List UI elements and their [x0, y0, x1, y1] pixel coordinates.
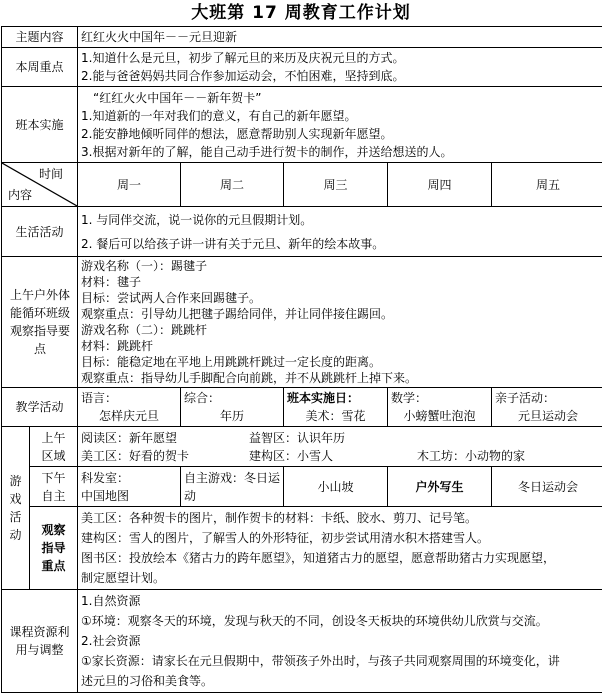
outdoor-label-text: 上午户外体能循环班级观察指导要点 [9, 288, 70, 356]
teaching-thu [388, 388, 492, 427]
weekly-focus-line: 1.知道什么是元旦，初步了解元旦的来历及庆祝元旦的方式。 [81, 51, 405, 65]
game-am-row1 [81, 429, 601, 447]
weekly-focus-line: 2.能与爸爸妈妈共同合作参加运动会，不怕困难，坚持到底。 [81, 69, 405, 83]
game-pm-label-text: 下午自主 [41, 470, 66, 503]
area-reading: 阅读区：新年愿望 [81, 430, 178, 445]
life-content [78, 207, 602, 257]
life-line: 1. 与同伴交流，说一说你的元旦假期计划。 [81, 212, 313, 227]
class-impl-content [78, 87, 602, 163]
teaching-label: 教学活动 [2, 388, 78, 427]
resources-label [2, 590, 78, 693]
resources-line: 述元旦的习俗和美食等。 [81, 674, 214, 688]
game-obs-label-text: 观察指导重点 [41, 523, 66, 573]
class-impl-line: 2.能安静地倾听同伴的想法，愿意帮助别人实现新年愿望。 [81, 126, 393, 141]
teaching-thu-subject: 数学： [391, 391, 428, 405]
obs-line: 美工区：各种贺卡的图片，制作贺卡的材料：卡纸、胶水、剪刀、记号笔。 [81, 511, 478, 525]
day-header-fri: 周五 [492, 163, 602, 207]
game-obs-label [30, 507, 78, 590]
outdoor-label [2, 257, 78, 388]
teaching-fri [492, 388, 602, 427]
class-impl-line: “红红火火中国年－－新年贺卡” [93, 90, 262, 105]
area-wood: 木工坊：小动物的家 [417, 448, 526, 463]
outdoor-line: 目标：能稳定地在平地上用跳跳杆跳过一定长度的距离。 [81, 355, 382, 369]
outdoor-line: 观察重点：引导幼儿把毽子踢给同伴，并让同伴接住踢回。 [81, 307, 394, 321]
pm-sports: 冬日运动会 [492, 467, 602, 507]
obs-line: 图书区：投放绘本《猪古力的跨年愿望》，知道猪古力的愿望，愿意帮助猪古力实现愿望， [81, 551, 556, 565]
header-diagonal-cell [2, 163, 78, 207]
header-content-label: 内容 [8, 188, 33, 202]
outdoor-line: 材料：毽子 [81, 275, 142, 289]
game-am-label-text: 上午区域 [41, 430, 66, 463]
resources-line: ①家长资源：请家长在元旦假期中，带领孩子外出时，与孩子共同观察周围的环境变化，讲 [81, 654, 560, 668]
teaching-mon [78, 388, 181, 427]
teaching-tue-subject: 综合： [184, 391, 221, 405]
teaching-fri-subject: 亲子活动： [495, 391, 556, 405]
outdoor-line: 目标：尝试两人合作来回踢毽子。 [81, 291, 262, 305]
teaching-wed [284, 388, 388, 427]
obs-line: 制定愿望计划。 [81, 571, 166, 585]
teaching-mon-topic: 怎样庆元旦 [99, 409, 160, 423]
resources-line: 1.自然资源 [81, 594, 141, 608]
outdoor-content [78, 257, 602, 388]
obs-line: 建构区：雪人的图片，了解雪人的外形特征，初步尝试用清水积木搭建雪人。 [81, 531, 490, 545]
pm-science-topic: 中国地图 [81, 488, 130, 503]
pm-free-game: 自主游戏：冬日运动 [181, 467, 284, 507]
pm-science [78, 467, 181, 507]
outdoor-line: 游戏名称（一）：踢毽子 [81, 259, 208, 273]
area-art: 美工区：好看的贺卡 [81, 448, 190, 463]
teaching-tue-topic: 年历 [220, 409, 245, 423]
game-label [2, 427, 30, 590]
plan-table [1, 26, 602, 693]
page-title: 大班第 17 周教育工作计划 [191, 3, 411, 23]
outdoor-line: 游戏名称（二）：跳跳杆 [81, 323, 208, 337]
resources-line: ①环境：观察冬天的环境，发现与秋天的不同，创设冬天板块的环境供幼儿欣赏与交流。 [81, 614, 548, 628]
area-puzzle: 益智区：认识年历 [249, 430, 346, 445]
resources-label-text: 课程资源利用与调整 [9, 625, 70, 657]
day-header-tue: 周二 [181, 163, 284, 207]
life-label: 生活活动 [2, 207, 78, 257]
teaching-thu-topic: 小螃蟹吐泡泡 [403, 409, 476, 423]
teaching-wed-topic: 美术：雪花 [305, 409, 366, 423]
day-header-wed: 周三 [284, 163, 388, 207]
game-obs-content [78, 507, 602, 590]
weekly-focus-content [78, 48, 602, 87]
outdoor-line: 观察重点：指导幼儿手脚配合向前跳，并不从跳跳杆上掉下来。 [81, 371, 418, 385]
pm-sketch: 户外写生 [388, 467, 492, 507]
game-pm-label [30, 467, 78, 507]
resources-line: 2.社会资源 [81, 634, 141, 648]
game-am-content [78, 427, 602, 467]
theme-value: 红红火火中国年－－元旦迎新 [78, 27, 602, 48]
teaching-wed-subject: 班本实施日： [287, 391, 360, 405]
resources-content [78, 590, 602, 693]
outdoor-line: 材料：跳跳杆 [81, 339, 154, 353]
teaching-mon-subject: 语言： [81, 391, 118, 405]
teaching-tue [181, 388, 284, 427]
pm-hill: 小山坡 [284, 467, 388, 507]
game-am-label [30, 427, 78, 467]
class-impl-line: 3.根据对新年的了解，能自己动手进行贺卡的制作，并送给想送的人。 [81, 144, 453, 159]
teaching-fri-topic: 元旦运动会 [518, 409, 579, 423]
game-label-text: 游戏活动 [9, 474, 22, 542]
pm-science-title: 科发室： [81, 470, 130, 485]
day-header-mon: 周一 [78, 163, 181, 207]
area-build: 建构区：小雪人 [249, 448, 334, 463]
day-header-thu: 周四 [388, 163, 492, 207]
game-am-row2 [81, 447, 601, 465]
header-time-label: 时间 [39, 167, 64, 181]
class-impl-line: 1.知道新的一年对我们的意义，有自己的新年愿望。 [81, 108, 357, 123]
life-line: 2. 餐后可以给孩子讲一讲有关于元旦、新年的绘本故事。 [81, 236, 385, 251]
weekly-focus-label: 本周重点 [2, 48, 78, 87]
class-impl-label: 班本实施 [2, 87, 78, 163]
theme-label: 主题内容 [2, 27, 78, 48]
